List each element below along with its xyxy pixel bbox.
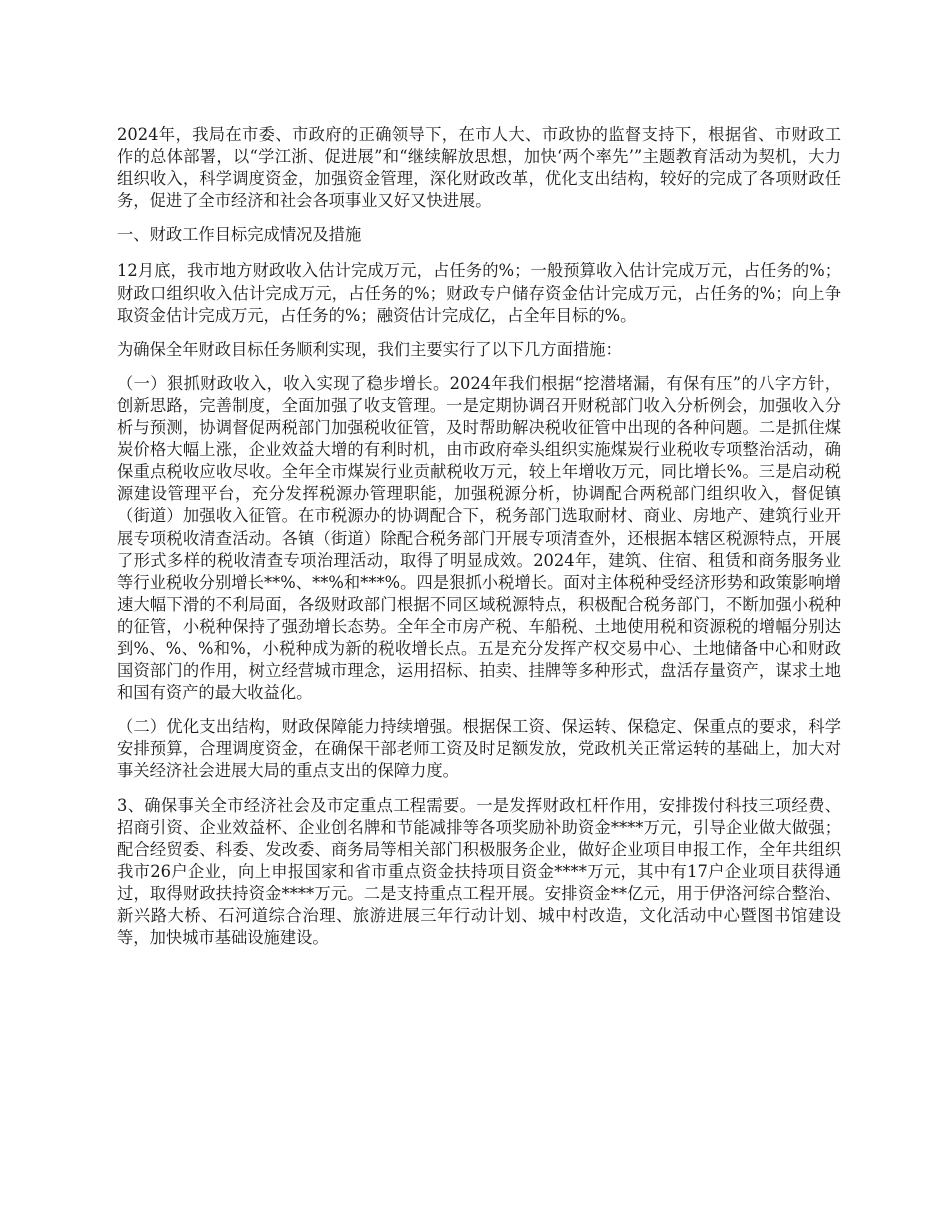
intro-paragraph: 2024年，我局在市委、市政府的正确领导下，在市人大、市政协的监督支持下，根据省、市财政工作的总体部署，以“学江浙、促进展”和“继续解放思想，加快‘两个率先’”主题教育活动为契机，大力组织收入，科学调度资金，加强资金管理，深化财政改革，优化支出结构，较好的完成了各项财政任务，促进了全市经济和社会各项事业又好又快进展。 (117, 125, 841, 211)
document-page (117, 124, 841, 961)
measures-intro-paragraph: 为确保全年财政目标任务顺利实现，我们主要实行了以下几方面措施： (117, 339, 622, 359)
expenditure-paragraph: （二）优化支出结构，财政保障能力持续增强。根据保工资、保运转、保稳定、保重点的要求，科学安排预算，合理调度资金，在确保干部老师工资及时足额发放，党政机关正常运转的基础上，加大对事关经济社会进展大局的重点支出的保障力度。 (117, 717, 841, 781)
section-heading: 一、财政工作目标完成情况及措施 (117, 225, 362, 245)
revenue-measures-paragraph: （一）狠抓财政收入，收入实现了稳步增长。2024年我们根据“挖潜堵漏，有保有压”的八字方针，创新思路，完善制度，全面加强了收支管理。一是定期协调召开财税部门收入分析例会，加强收入分析与预测，协调督促两税部门加强税收征管，及时帮助解决税收征管中出现的各种问题。二是抓住煤炭价格大幅上涨，企业效益大增的有利时机，由市政府牵头组织实施煤炭行业税收专项整治活动，确保重点税收应收尽收。全年全市煤炭行业贡献税收万元，较上年增收万元，同比增长%。三是启动税源建设管理平台，充分发挥税源办管理职能，加强税源分析，协调配合两税部门组织收入，督促镇（街道）加强收入征管。在市税源办的协调配合下，税务部门选取耐材、商业、房地产、建筑行业开展专项税收清查活动。各镇（街道）除配合税务部门开展专项清查外，还根据本辖区税源特点，开展了形式多样的税收清查专项治理活动，取得了明显成效。2024年，建筑、住宿、租赁和商务服务业等行业税收分别增长**%、**%和***%。四是狠抓小税增长。面对主体税种受经济形势和政策影响增速大幅下滑的不利局面，各级财政部门根据不同区域税源特点，积极配合税务部门，不断加强小税种的征管，小税种保持了强劲增长态势。全年全市房产税、车船税、土地使用税和资源税的增幅分别达到%、%、%和%，小税种成为新的税收增长点。五是充分发挥产权交易中心、土地储备中心和财政国资部门的作用，树立经营城市理念，运用招标、拍卖、挂牌等多种形式，盘活存量资产，谋求土地和国有资产的最大收益化。 (117, 373, 841, 703)
key-projects-paragraph: 3、确保事关全市经济社会及市定重点工程需要。一是发挥财政杠杆作用，安排拨付科技三项经费、招商引资、企业效益杯、企业创名牌和节能减排等各项奖励补助资金****万元，引导企业做大做强；配合经贸委、科委、发改委、商务局等相关部门积极服务企业，做好企业项目申报工作，全年共组织我市26户企业，向上申报国家和省市重点资金扶持项目资金****万元，其中有17户企业项目获得通过，取得财政扶持资金****万元。二是支持重点工程开展。安排资金**亿元，用于伊洛河综合整治、新兴路大桥、石河道综合治理、旅游进展三年行动计划、城中村改造，文化活动中心暨图书馆建设等，加快城市基础设施建设。 (117, 795, 841, 948)
revenue-summary-paragraph: 12月底，我市地方财政收入估计完成万元，占任务的%；一般预算收入估计完成万元，占任务的%；财政口组织收入估计完成万元，占任务的%；财政专户储存资金估计完成万元，占任务的%；向上争取资金估计完成万元，占任务的%；融资估计完成亿，占全年目标的%。 (117, 261, 841, 325)
